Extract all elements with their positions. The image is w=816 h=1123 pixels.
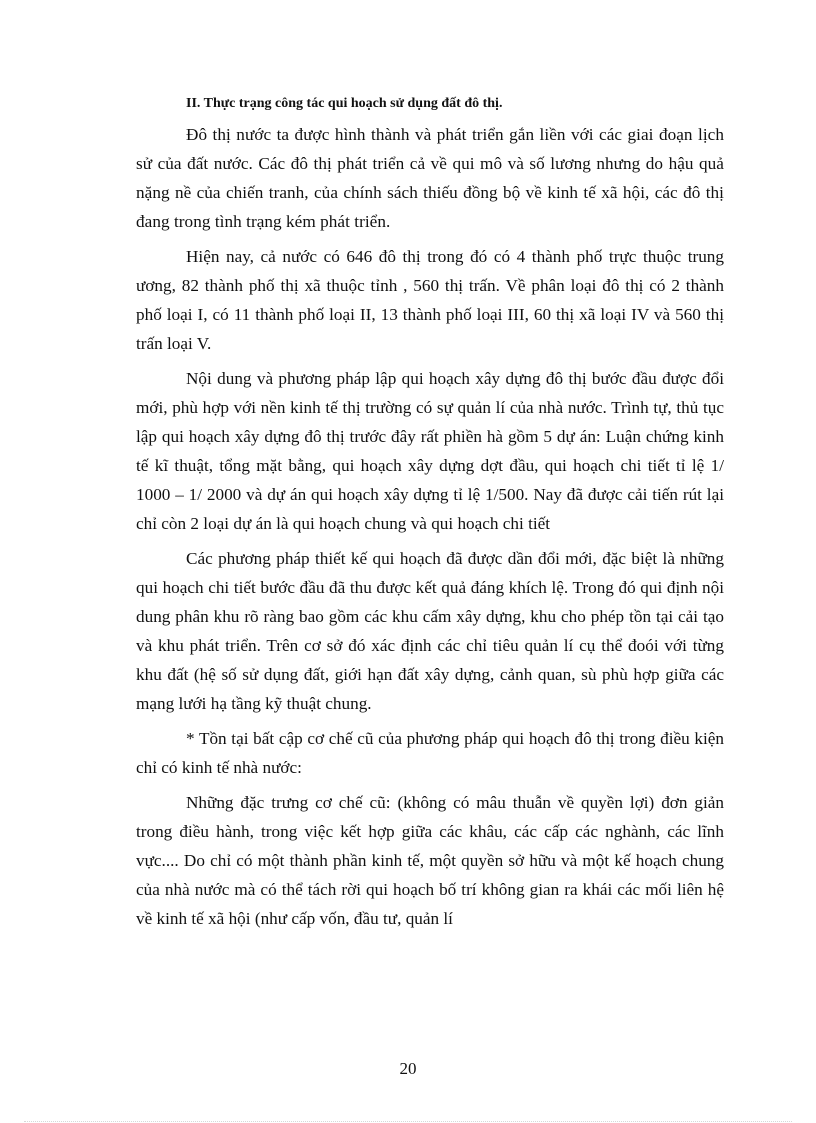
section-heading: II. Thực trạng công tác qui hoạch sử dụng đất đô thị. [186,96,503,111]
paragraph-urban-history: Đô thị nước ta được hình thành và phát triển gắn liền với các giai đoạn lịch sử của đất nước. Các đô thị phát triển cả về qui mô và số lương nhưng do hậu quả nặng nề của chiến tranh, của chính sách thiếu đồng bộ về kinh tế xã hội, các đô thị đang trong tình trạng kém phát triển. [136,125,724,231]
paragraph-urban-statistics: Hiện nay, cả nước có 646 đô thị trong đó có 4 thành phố trực thuộc trung ương, 82 thành phố thị xã thuộc tỉnh , 560 thị trấn. Về phân loại đô thị có 2 thành phố loại I, có 11 thành phố loại II, 13 thành phố loại III, 60 thị xã loại IV và 560 thị trấn loại V. [136,247,724,353]
page-number: 20 [399,1059,417,1078]
footer-divider [24,1121,792,1122]
page-body [136,94,724,939]
paragraph-planning-methods: Các phương pháp thiết kế qui hoạch đã được dần đổi mới, đặc biệt là những qui hoạch chi tiết bước đầu đã thu được kết quả đáng khích lệ. Trong đó qui định nội dung phân khu rõ ràng bao gồm các khu cấm xây dựng, khu cho phép tồn tại cải tạo và khu phát triển. Trên cơ sở đó xác định các chỉ tiêu quản lí cụ thể đoói với từng khu đất (hệ số sử dụng đất, giới hạn đất xây dựng, cảnh quan, sù phù hợp giữa các mạng lưới hạ tầng kỹ thuật chung. [136,549,724,713]
paragraph-old-mechanism-intro: * Tồn tại bất cập cơ chế cũ của phương pháp qui hoạch đô thị trong điều kiện chỉ có kinh tế nhà nước: [136,729,724,777]
paragraph-old-mechanism-features: Những đặc trưng cơ chế cũ: (không có mâu thuẫn về quyền lợi) đơn giản trong điều hành, trong việc kết hợp giữa các khâu, các cấp các nghành, các lĩnh vực.... Do chỉ có một thành phần kinh tế, một quyền sở hữu và một kế hoạch chung của nhà nước mà có thể tách rời qui hoạch bố trí không gian ra khái các mối liên hệ về kinh tế xã hội (như cấp vốn, đầu tư, quản lí [136,793,724,928]
paragraph-planning-procedure: Nội dung và phương pháp lập qui hoạch xây dựng đô thị bước đầu được đổi mới, phù hợp với nền kinh tế thị trường có sự quản lí của nhà nước. Trình tự, thủ tục lập qui hoạch xây dựng đô thị trước đây rất phiền hà gồm 5 dự án: Luận chứng kinh tế kĩ thuật, tổng mặt bằng, qui hoạch xây dựng dợt đầu, qui hoạch chi tiết tỉ lệ 1/ 1000 – 1/ 2000 và dự án qui hoạch xây dựng tỉ lệ 1/500. Nay đã được cải tiến rút lại chỉ còn 2 loại dự án là qui hoạch chung và qui hoạch chi tiết [136,369,724,533]
